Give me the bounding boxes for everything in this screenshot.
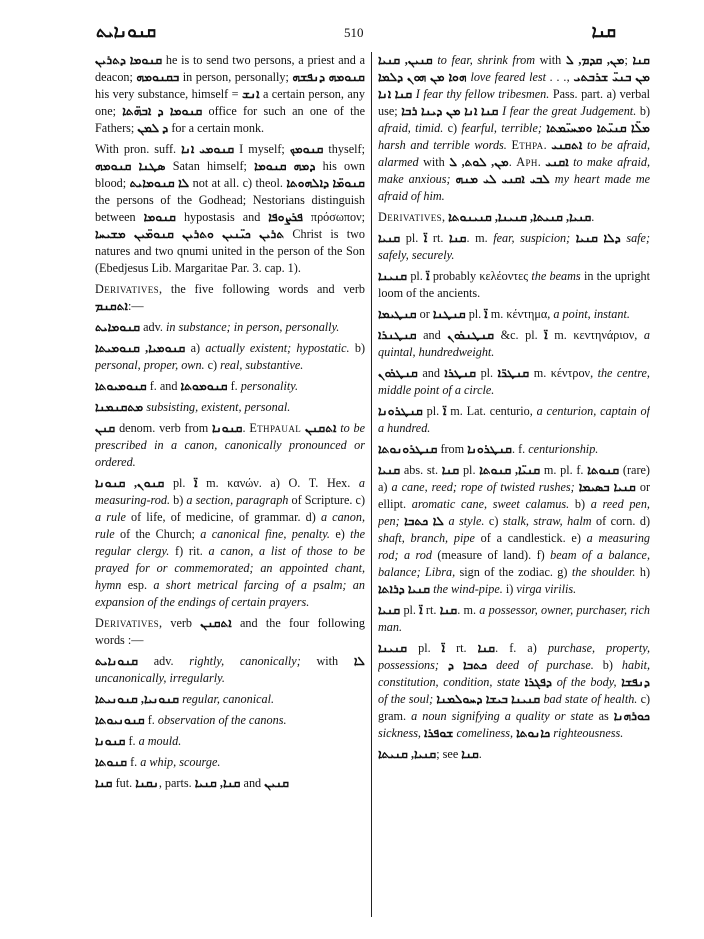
gloss-italic: a canonical fine, penalty. xyxy=(200,527,330,541)
small-caps-label: Aph xyxy=(516,155,538,169)
entry-text: i) xyxy=(502,582,517,596)
small-caps-label: Derivatives xyxy=(95,616,160,630)
dictionary-entry xyxy=(378,230,650,264)
entry-text: and xyxy=(240,776,265,790)
entry-text: . f. a) xyxy=(495,641,548,655)
gloss-italic: personality. xyxy=(240,379,298,393)
entry-text: pl. xyxy=(422,404,444,418)
gloss-italic: virga virilis. xyxy=(516,582,577,596)
right-running-head: ܩܢܐ xyxy=(591,22,616,41)
gloss-italic: purchase, property, possessions; xyxy=(378,641,650,672)
entry-text: and xyxy=(417,366,445,380)
syriac-term: ܐ̈ xyxy=(194,476,198,490)
dictionary-entry xyxy=(378,306,650,323)
entry-text: adv. xyxy=(140,320,167,334)
entry-text: pl. xyxy=(459,463,480,477)
syriac-term: ܡܠ̈ܐ ܩܢܝ̈ܬܐ ܘܡܚܝ̈ܡܬܐ xyxy=(546,121,650,135)
gloss-italic: a short metrical farcing of a psalm; an expansion of the endings of certain prayers. xyxy=(95,578,365,609)
syriac-term: ܐ̈ xyxy=(443,404,447,418)
gloss-italic: a point, instant. xyxy=(553,307,630,321)
syriac-term: ܐܬܩܢܢ xyxy=(200,616,232,630)
syriac-term: ܕܠܐ ܩܢܝܐ xyxy=(575,231,621,245)
gloss-italic: bad state of health. xyxy=(543,692,638,706)
syriac-term: ܩܢܐ xyxy=(95,776,113,790)
syriac-term: ܩܢܝܢܐ ܒܝܫܐ ܕܚܘܠܡܢܐ xyxy=(436,692,541,706)
entry-text: sign of the zodiac. g) xyxy=(455,565,572,579)
entry-text: for a certain monk. xyxy=(168,121,265,135)
gloss-italic: a cane, reed; rope of twisted rushes; xyxy=(391,480,575,494)
entry-text: a certain person, any one; xyxy=(95,87,365,118)
entry-text: pl. xyxy=(407,269,427,283)
gloss-italic: to be prescribed in a canon, canonically pronounced or ordered. xyxy=(95,421,365,469)
dictionary-entry xyxy=(95,52,365,137)
syriac-term: ܕܦܓܪܐ xyxy=(524,675,552,689)
entry-text: with xyxy=(535,53,566,67)
gloss-italic: of the body, xyxy=(556,675,617,689)
dictionary-entry xyxy=(95,653,365,687)
entry-text: probably κελέοντες xyxy=(429,269,532,283)
left-running-head: ܩܢܘܢܐܝܬ xyxy=(96,22,157,41)
gloss-italic: sickness, xyxy=(378,726,421,740)
gloss-italic: a measuring rod; xyxy=(378,531,650,562)
gloss-italic: a possessor, owner, purchaser, rich man. xyxy=(378,603,650,634)
entry-text: :— xyxy=(127,299,144,313)
gloss-italic: a section, paragraph xyxy=(186,493,289,507)
dictionary-entry xyxy=(95,754,365,771)
entry-text: a) xyxy=(185,341,206,355)
syriac-term: ܩܢܛܢܪܘܢ xyxy=(447,328,495,342)
syriac-term: ܩܢܘܡܐ xyxy=(143,210,177,224)
entry-text: c) xyxy=(484,514,503,528)
entry-text: the persons of the Godhead; Nestorians distinguish between xyxy=(95,193,365,224)
entry-text: f. and xyxy=(146,379,181,393)
gloss-italic: subsisting, existent, personal. xyxy=(146,400,291,414)
entry-text: m. κεντηνάριον, xyxy=(547,328,644,342)
entry-text: Christ is two natures and two qnumi united in the person of the Son (Ebedjesus Lib. Margaritae Par. 3. cap. 1). xyxy=(95,227,365,275)
dictionary-entry xyxy=(95,340,365,374)
entry-text: (measure of land). f) xyxy=(431,548,551,562)
entry-text: pl. xyxy=(400,603,420,617)
entry-text: denom. verb from xyxy=(115,421,213,435)
dictionary-entry xyxy=(378,462,650,598)
entry-text: pl. xyxy=(476,366,498,380)
gloss-italic: righteousness. xyxy=(553,726,624,740)
gloss-italic: to make afraid, make anxious; xyxy=(378,155,650,186)
gloss-italic: a quintal, hundredweight. xyxy=(378,328,650,359)
syriac-term: ܩܢܝܢܐ xyxy=(378,641,408,655)
entry-text xyxy=(439,658,448,672)
column-divider xyxy=(371,52,372,917)
small-caps-label: Derivatives xyxy=(378,210,443,224)
small-caps-label: Ethpa xyxy=(511,138,544,152)
dictionary-entry xyxy=(95,141,365,277)
gloss-italic: comeliness, xyxy=(456,726,514,740)
entry-text: of the Church; xyxy=(114,527,201,541)
gloss-italic: a rod xyxy=(403,548,432,562)
syriac-term: ܩܢܛܪܘܢܐ xyxy=(378,404,423,418)
gloss-italic: to be afraid, alarmed xyxy=(378,138,650,169)
entry-text: and the four following words :— xyxy=(95,616,365,647)
syriac-term: ܩܢܐ xyxy=(477,641,496,655)
entry-text: b) xyxy=(349,341,365,355)
dictionary-entry xyxy=(95,775,365,792)
syriac-term: ܩܢܝܐ ܒܣܝܡܐ xyxy=(578,480,636,494)
entry-text: adv. xyxy=(138,654,190,668)
syriac-term: ܐܢܫ xyxy=(241,87,260,101)
syriac-term: ܩܢܝܐ xyxy=(378,231,401,245)
gloss-italic: I fear thy fellow tribesmen. xyxy=(415,87,550,101)
syriac-term: ܡܢ, ܠܘܬ, ܠ xyxy=(449,155,509,169)
gloss-italic: of the soul; xyxy=(378,692,434,706)
entry-text: b) xyxy=(170,493,187,507)
left-column xyxy=(95,52,365,927)
gloss-italic: shaft, branch, pipe xyxy=(378,531,475,545)
syriac-term: ܒܩܢܘܡܗ xyxy=(136,70,180,84)
dictionary-entry xyxy=(378,365,650,399)
entry-text: m. κέντημα, xyxy=(487,307,554,321)
gloss-italic: harsh and terrible words. xyxy=(378,138,507,152)
syriac-term: ܩܢܘܢ, ܩܢܘܢܐ xyxy=(95,476,165,490)
syriac-term: ܟܬܒܐ ܕ xyxy=(447,658,488,672)
gloss-italic: a reed pen, pen; xyxy=(378,497,650,528)
dictionary-entry xyxy=(95,420,365,471)
gloss-italic: centurionship. xyxy=(528,442,599,456)
gloss-italic: real, substantive. xyxy=(220,358,304,372)
entry-text: f. xyxy=(144,713,158,727)
dictionary-entry xyxy=(378,327,650,361)
syriac-term: ܩܢܘܢܝܘܬܐ xyxy=(95,713,145,727)
entry-text: ; see xyxy=(436,747,462,761)
gloss-italic: love feared lest . . ., xyxy=(470,70,574,84)
entry-text: rt. xyxy=(422,603,440,617)
entry-text: of Scripture. c) xyxy=(288,493,365,507)
syriac-term: ܕ ܠܡܢ xyxy=(137,121,169,135)
gloss-italic: I fear the great Judgement. xyxy=(502,104,637,118)
entry-text: not at all. c) theol. xyxy=(189,176,287,190)
gloss-italic: the beams xyxy=(531,269,581,283)
entry-text: m. κανών. a) O. T. Hex. xyxy=(197,476,359,490)
syriac-term: ܩܢܘܢܐ xyxy=(212,421,243,435)
syriac-term: ܐ̈ xyxy=(426,269,430,283)
syriac-term: ܐܬܩܢܢ xyxy=(304,421,337,435)
syriac-term: ܕܢܦܫܐ xyxy=(621,675,650,689)
syriac-term: ܩܢܐ ܗܘܐ ܡܢ ܗܘܢ ܕܠܡܐ xyxy=(378,53,650,84)
gloss-italic: a canon, a list of those to be prayed for or commemorated; an appointed chant, hymn xyxy=(95,544,365,592)
entry-text: of corn. d) xyxy=(591,514,650,528)
gloss-italic: the wind-pipe. xyxy=(433,582,503,596)
gloss-italic: a measuring-rod. xyxy=(95,476,365,507)
entry-text: abs. st. xyxy=(400,463,442,477)
entry-text: . xyxy=(242,421,250,435)
entry-text: f. xyxy=(125,734,139,748)
gloss-italic: observation of the canons. xyxy=(157,713,287,727)
dictionary-entry xyxy=(378,52,650,205)
gloss-italic: rightly, canonically; xyxy=(189,654,301,668)
gloss-italic: uncanonically, irregularly. xyxy=(95,671,225,685)
syriac-term: ܩܢܘܡܐ ܕܬܪܝܢ xyxy=(95,53,163,67)
entry-text: his own blood; xyxy=(95,159,365,190)
syriac-term: ܩܢܝܐ xyxy=(378,603,401,617)
gloss-italic: my heart made me afraid of him. xyxy=(378,172,650,203)
entry-text: fut. xyxy=(112,776,136,790)
syriac-term: ܐܩܢܝ xyxy=(545,155,569,169)
entry-text: of a candlestick. e) xyxy=(474,531,587,545)
entry-text: m. pl. f. xyxy=(540,463,588,477)
gloss-italic: in substance; in person, personally. xyxy=(166,320,340,334)
entry-text: with xyxy=(300,654,354,668)
syriac-term: ܐ̈ xyxy=(484,307,488,321)
dictionary-entry xyxy=(95,475,365,611)
syriac-term: ܩܢܐ xyxy=(448,231,467,245)
entry-text: . m. xyxy=(466,231,494,245)
gloss-italic: fear, suspicion; xyxy=(493,231,571,245)
entry-text: f. xyxy=(127,755,141,769)
syriac-term: ܩܢܛܪܘܢܐ xyxy=(467,442,513,456)
entry-text: pl. xyxy=(407,641,442,655)
syriac-term: ܩܢܝܐ, ܩܢܝܬܐ xyxy=(378,747,437,761)
syriac-term: ܩܢܝܢܐ xyxy=(378,269,408,283)
syriac-term: ܩܢܘܡ̈ܐ ܕܐܠܗܘܬܐ xyxy=(286,176,365,190)
gloss-italic: safe; safely, securely. xyxy=(378,231,650,262)
dictionary-entry xyxy=(378,441,650,458)
entry-text: , the five following words and verb xyxy=(159,282,365,296)
syriac-term: ܩܢܛܢܐ xyxy=(432,307,466,321)
syriac-term: ܩܢܢ xyxy=(95,421,116,435)
syriac-term: ܩܢܐ xyxy=(441,463,460,477)
entry-text: c) xyxy=(204,358,221,372)
gloss-italic: aromatic cane, sweet calamus. xyxy=(411,497,570,511)
gloss-italic: fearful, terrible; xyxy=(461,121,542,135)
gloss-italic: the regular clergy. xyxy=(95,527,365,558)
syriac-term: ܡܢ, ܩܕܡ, ܠ xyxy=(565,53,625,67)
syriac-term: ܩܢܛܪܐ xyxy=(444,366,477,380)
entry-text: hypostasis and xyxy=(176,210,269,224)
syriac-term: ܐ̈ xyxy=(544,328,548,342)
entry-text: . xyxy=(537,155,546,169)
entry-text: he is to send two persons, a priest and a deacon; xyxy=(95,53,365,84)
entry-text: Pass. part. a) verbal use; xyxy=(378,87,650,118)
entry-text: m. κέντρον, xyxy=(529,366,598,380)
entry-text: With pron. suff. xyxy=(95,142,182,156)
entry-text: his very substance, himself = xyxy=(95,87,242,101)
entry-text: in person, personally; xyxy=(179,70,293,84)
gloss-italic: actually existent; hypostatic. xyxy=(205,341,350,355)
syriac-term: ܠܐ xyxy=(353,654,365,668)
dictionary-entry xyxy=(378,746,650,763)
dictionary-entry xyxy=(378,602,650,636)
syriac-term: ܩܢܝܐ xyxy=(378,463,401,477)
gloss-italic: a centurion, captain of a hundred. xyxy=(378,404,650,435)
entry-text: c) xyxy=(443,121,462,135)
entry-text: Satan himself; xyxy=(165,159,255,173)
syriac-term: ܩܢܛܝܡܐ xyxy=(378,307,417,321)
gloss-italic: a canon, rule xyxy=(95,510,365,541)
entry-text: . m. xyxy=(457,603,480,617)
dictionary-entry xyxy=(378,209,650,226)
gloss-italic: personal, proper, own. xyxy=(95,358,205,372)
syriac-term: ܬܪܝܢ ܟܝ̈ܢܝܢ ܘܬܪܝܢ ܩܢܘܡ̈ܝܢ ܡܫܝܚܐ xyxy=(95,227,285,241)
entry-text: pl. xyxy=(465,307,485,321)
syriac-term: ܩܢܘܡܝܘܬܐ xyxy=(95,379,147,393)
syriac-term: ܩܢܐ, ܩܢܝܐ xyxy=(194,776,241,790)
entry-text: . f. xyxy=(512,442,529,456)
entry-text: m. Lat. centurio, xyxy=(446,404,537,418)
entry-text: of life, of medicine, of grammar. d) xyxy=(125,510,321,524)
entry-text: ; xyxy=(624,53,633,67)
entry-text: in the upright loom of the ancients. xyxy=(378,269,650,300)
dictionary-entry xyxy=(378,403,650,437)
entry-text: . xyxy=(478,747,482,761)
syriac-term: ܐ̈ xyxy=(419,603,423,617)
syriac-term: ܩܢܘܡܐ ܕ ܐܒܗ̈ܬܐ xyxy=(122,104,203,118)
syriac-term: ܩܢܘܡܗ ܕܢܦܫܗ xyxy=(292,70,365,84)
entry-text: f) rit. xyxy=(169,544,209,558)
syriac-term: ܩܢܘܢܝܐ, ܩܢܘܢܝܬܐ xyxy=(95,692,180,706)
syriac-term: ܩܢܛܢܪܐ xyxy=(378,328,417,342)
syriac-term: ܟܐܢܘܬܐ xyxy=(516,726,551,740)
entry-text: h) xyxy=(635,565,650,579)
syriac-term: ܩܢܘܬܐ xyxy=(587,463,620,477)
syriac-term: ܡܢ ܒܢܝ̈ ܫܪܒܬܝ ܩܢܐ ܐܢܐ xyxy=(378,70,650,101)
syriac-term: ܩܢܝܐ, ܩܢܝܬܐ, ܩܢܝܢܐ, ܩܢܝܢܘܬܐ xyxy=(448,210,592,224)
gloss-italic: to fear, shrink from xyxy=(437,53,536,67)
entry-text: , parts. xyxy=(158,776,195,790)
entry-text: or ellipt. xyxy=(378,480,650,511)
gloss-italic: beam of a balance, balance; Libra, xyxy=(378,548,650,579)
syriac-term: ܩܢܛܪܘܢܘܬܐ xyxy=(378,442,438,456)
syriac-term: ܐ̈ xyxy=(441,641,446,655)
dictionary-entry xyxy=(95,691,365,708)
entry-text: pl. xyxy=(164,476,195,490)
entry-text: b) xyxy=(569,497,591,511)
entry-text: c) gram. xyxy=(378,692,650,723)
syriac-term: ܩܢܘܢܐ xyxy=(95,734,126,748)
gloss-italic: regular, canonical. xyxy=(182,692,275,706)
entry-text: b) xyxy=(636,104,650,118)
entry-text: as xyxy=(593,709,614,723)
page-number: 510 xyxy=(344,25,364,40)
dictionary-entry xyxy=(95,733,365,750)
entry-text: with xyxy=(418,155,450,169)
syriac-term: ܩܢܝܢ xyxy=(264,776,290,790)
small-caps-label: Ethpaual xyxy=(249,421,302,435)
dictionary-entry xyxy=(95,399,365,416)
gloss-italic: stalk, straw, halm xyxy=(502,514,592,528)
entry-text: &c. pl. xyxy=(494,328,545,342)
entry-text: rt. xyxy=(427,231,449,245)
syriac-term: ܡܬܩܢܡܢܐ xyxy=(95,400,144,414)
gloss-italic: afraid, timid. xyxy=(378,121,444,135)
syriac-term: ܩܢܝ̈ܐ, ܩܢܘܬܐ xyxy=(479,463,541,477)
syriac-term: ܩܢܘܡܘܬܐ xyxy=(180,379,228,393)
entry-text: or xyxy=(416,307,433,321)
syriac-term: ܕܡܗ ܩܢܘܡܐ xyxy=(254,159,316,173)
gloss-italic: a mould. xyxy=(138,734,182,748)
gloss-italic: a noun signifying a quality or state xyxy=(411,709,594,723)
gloss-italic: the centre, middle point of a circle. xyxy=(378,366,650,397)
entry-text: πρόσωπον; xyxy=(302,210,365,224)
running-header xyxy=(96,22,616,48)
syriac-term: ܩܢܘܢܐܝܬ xyxy=(95,654,139,668)
dictionary-entry xyxy=(95,319,365,336)
syriac-term: ܐ̈ xyxy=(423,231,428,245)
syriac-term: ܩܢܛܪ̈ܐ xyxy=(497,366,530,380)
gloss-italic: a rule xyxy=(95,510,126,524)
dictionary-entry xyxy=(95,281,365,315)
small-caps-label: Derivatives xyxy=(95,282,160,296)
entry-text: from xyxy=(437,442,468,456)
entry-text: esp. xyxy=(121,578,154,592)
entry-text: . xyxy=(591,210,595,224)
syriac-term: ܠܐ ܟܬܒܐ xyxy=(404,514,444,528)
gloss-italic: a whip, scourge. xyxy=(140,755,221,769)
syriac-term: ܠܒܝ ܐܩܢܝ ܠܝ ܡܢܗ xyxy=(455,172,550,186)
entry-text: , verb xyxy=(159,616,201,630)
syriac-term: ܩܢܘܡܐܝܬ xyxy=(95,320,141,334)
syriac-term: ܐܬܩܢܡ xyxy=(95,299,128,313)
syriac-term: ܩܢܘܡܝ ܐܢܐ xyxy=(181,142,235,156)
entry-text: . xyxy=(508,155,517,169)
entry-text: rt. xyxy=(445,641,478,655)
dictionary-entry xyxy=(95,712,365,729)
entry-text: thyself; xyxy=(323,142,365,156)
dictionary-entry xyxy=(378,268,650,302)
syriac-term: ܠܐ ܩܢܘܡܐܝܬ xyxy=(129,176,190,190)
syriac-term: ܩܢܝܢ, ܩܢܝܐ xyxy=(378,53,433,67)
syriac-term: ܦܪܨܘܦܐ xyxy=(268,210,303,224)
syriac-term: ܩܢܘܡܟ xyxy=(289,142,324,156)
syriac-term: ܩܢܛܪܘܢ xyxy=(378,366,418,380)
gloss-italic: deed of purchase. xyxy=(496,658,594,672)
syriac-term: ܩܢܐ ܐܢܐ ܡܢ ܕܝܢܐ ܪܒܐ xyxy=(401,104,499,118)
entry-text: . xyxy=(543,138,552,152)
syriac-term: ܩܢܝܐ ܕܪܐܬܐ xyxy=(378,582,431,596)
entry-text: pl. xyxy=(400,231,424,245)
syriac-term: ܣܛܢܐ ܩܢܘܡܗ xyxy=(95,159,166,173)
gloss-italic: a style. xyxy=(448,514,485,528)
entry-text: , xyxy=(442,210,449,224)
right-column xyxy=(378,52,650,927)
syriac-term: ܩܢܘܬܐ xyxy=(95,755,128,769)
entry-text: office for such an one of the Fathers; xyxy=(95,104,365,135)
syriac-term: ܩܢܘܡܝܐ, ܩܢܘܡܝܬܐ xyxy=(95,341,186,355)
dictionary-entry xyxy=(95,615,365,649)
syriac-term: ܫܘܦܪܐ xyxy=(424,726,454,740)
dictionary-entry xyxy=(378,640,650,742)
gloss-italic: the shoulder. xyxy=(571,565,636,579)
entry-text: b) xyxy=(593,658,622,672)
entry-text: (rare) a) xyxy=(378,463,650,494)
entry-text: I myself; xyxy=(234,142,290,156)
gloss-italic: habit, constitution, condition, state xyxy=(378,658,650,689)
entry-text: f. xyxy=(227,379,241,393)
dictionary-entry xyxy=(95,378,365,395)
syriac-term: ܢܩܢܐ xyxy=(135,776,159,790)
syriac-term: ܐܬܩܢܝ xyxy=(551,138,583,152)
syriac-term: ܩܢܐ xyxy=(461,747,479,761)
syriac-term: ܩܢܐ xyxy=(439,603,458,617)
entry-text: and xyxy=(416,328,448,342)
entry-text: e) xyxy=(329,527,351,541)
entry-text xyxy=(487,658,496,672)
syriac-term: ܟܘܪܗܢܐ xyxy=(613,709,650,723)
